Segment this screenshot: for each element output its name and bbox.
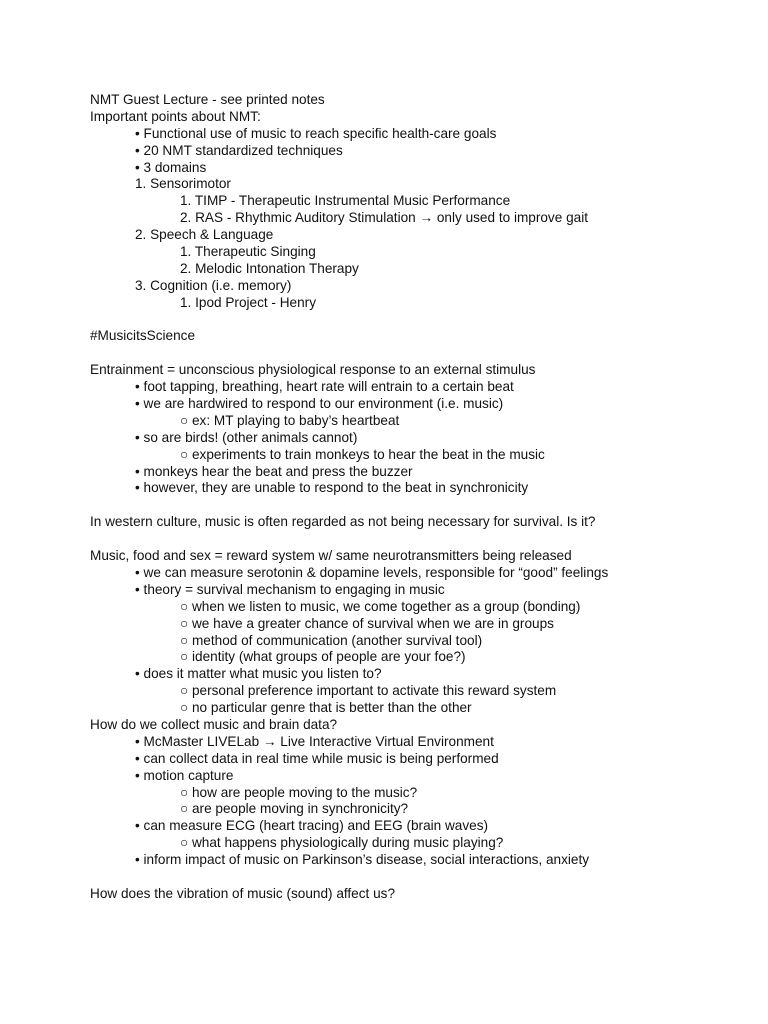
text-line: • 3 domains bbox=[135, 159, 207, 175]
text-line: ○ ex: MT playing to baby’s heartbeat bbox=[180, 412, 400, 428]
text-line: ○ what happens physiologically during music playing? bbox=[180, 835, 504, 851]
text-line: ○ method of communication (another survival tool) bbox=[180, 632, 483, 648]
blank-line bbox=[90, 869, 750, 886]
text-line: #MusicitsScience bbox=[90, 328, 196, 344]
text-line: • we can measure serotonin & dopamine levels, responsible for “good” feelings bbox=[135, 564, 609, 580]
text-line: • 20 NMT standardized techniques bbox=[135, 142, 343, 158]
text-line: ○ personal preference important to activate this reward system bbox=[180, 683, 557, 699]
text-line: 1. Sensorimotor bbox=[135, 176, 231, 192]
text-line: Music, food and sex = reward system w/ same neurotransmitters being released bbox=[90, 548, 572, 564]
blank-line bbox=[90, 312, 750, 329]
text-line: • theory = survival mechanism to engaging in music bbox=[135, 581, 445, 597]
document-body bbox=[90, 92, 750, 903]
text-line: • motion capture bbox=[135, 767, 234, 783]
text-line: ○ no particular genre that is better than the other bbox=[180, 700, 472, 716]
text-line: Important points about NMT: bbox=[90, 108, 261, 124]
text-line: • can measure ECG (heart tracing) and EEG (brain waves) bbox=[135, 818, 489, 834]
blank-line bbox=[90, 531, 750, 548]
text-line: • foot tapping, breathing, heart rate will entrain to a certain beat bbox=[135, 379, 514, 395]
blank-line bbox=[90, 497, 750, 514]
text-line: How does the vibration of music (sound) affect us? bbox=[90, 885, 396, 901]
text-line: ○ how are people moving to the music? bbox=[180, 784, 418, 800]
text-line: ○ are people moving in synchronicity? bbox=[180, 801, 409, 817]
text-line: • can collect data in real time while music is being performed bbox=[135, 750, 499, 766]
text-line: ○ identity (what groups of people are your foe?) bbox=[180, 649, 466, 665]
text-line: 1. Therapeutic Singing bbox=[180, 244, 316, 260]
text-line: 2. Melodic Intonation Therapy bbox=[180, 260, 359, 276]
text-line: ○ when we listen to music, we come together as a group (bonding) bbox=[180, 598, 581, 614]
text-line: 3. Cognition (i.e. memory) bbox=[135, 277, 292, 293]
text-line: 2. Speech & Language bbox=[135, 227, 274, 243]
text-line: • so are birds! (other animals cannot) bbox=[135, 429, 358, 445]
text-line: NMT Guest Lecture - see printed notes bbox=[90, 92, 325, 107]
text-line: • McMaster LIVELab → Live Interactive Virtual Environment bbox=[135, 733, 494, 749]
text-line: • inform impact of music on Parkinson’s disease, social interactions, anxiety bbox=[135, 852, 590, 868]
text-line: Entrainment = unconscious physiological response to an external stimulus bbox=[90, 362, 536, 378]
text-line: 2. RAS - Rhythmic Auditory Stimulation → only used to improve gait bbox=[180, 210, 588, 226]
text-line: • Functional use of music to reach specific health-care goals bbox=[135, 125, 497, 141]
blank-line bbox=[90, 345, 750, 362]
text-line: 1. Ipod Project - Henry bbox=[180, 294, 316, 310]
text-line: How do we collect music and brain data? bbox=[90, 716, 338, 732]
text-line: • we are hardwired to respond to our environment (i.e. music) bbox=[135, 396, 504, 412]
text-line: ○ we have a greater chance of survival when we are in groups bbox=[180, 615, 554, 631]
text-line: • however, they are unable to respond to the beat in synchronicity bbox=[135, 480, 529, 496]
text-line: 1. TIMP - Therapeutic Instrumental Music Performance bbox=[180, 193, 511, 209]
text-line: In western culture, music is often regarded as not being necessary for survival. Is it? bbox=[90, 514, 596, 530]
text-line: ○ experiments to train monkeys to hear the beat in the music bbox=[180, 446, 545, 462]
text-line: • does it matter what music you listen to? bbox=[135, 666, 382, 682]
text-line: • monkeys hear the beat and press the buzzer bbox=[135, 463, 413, 479]
